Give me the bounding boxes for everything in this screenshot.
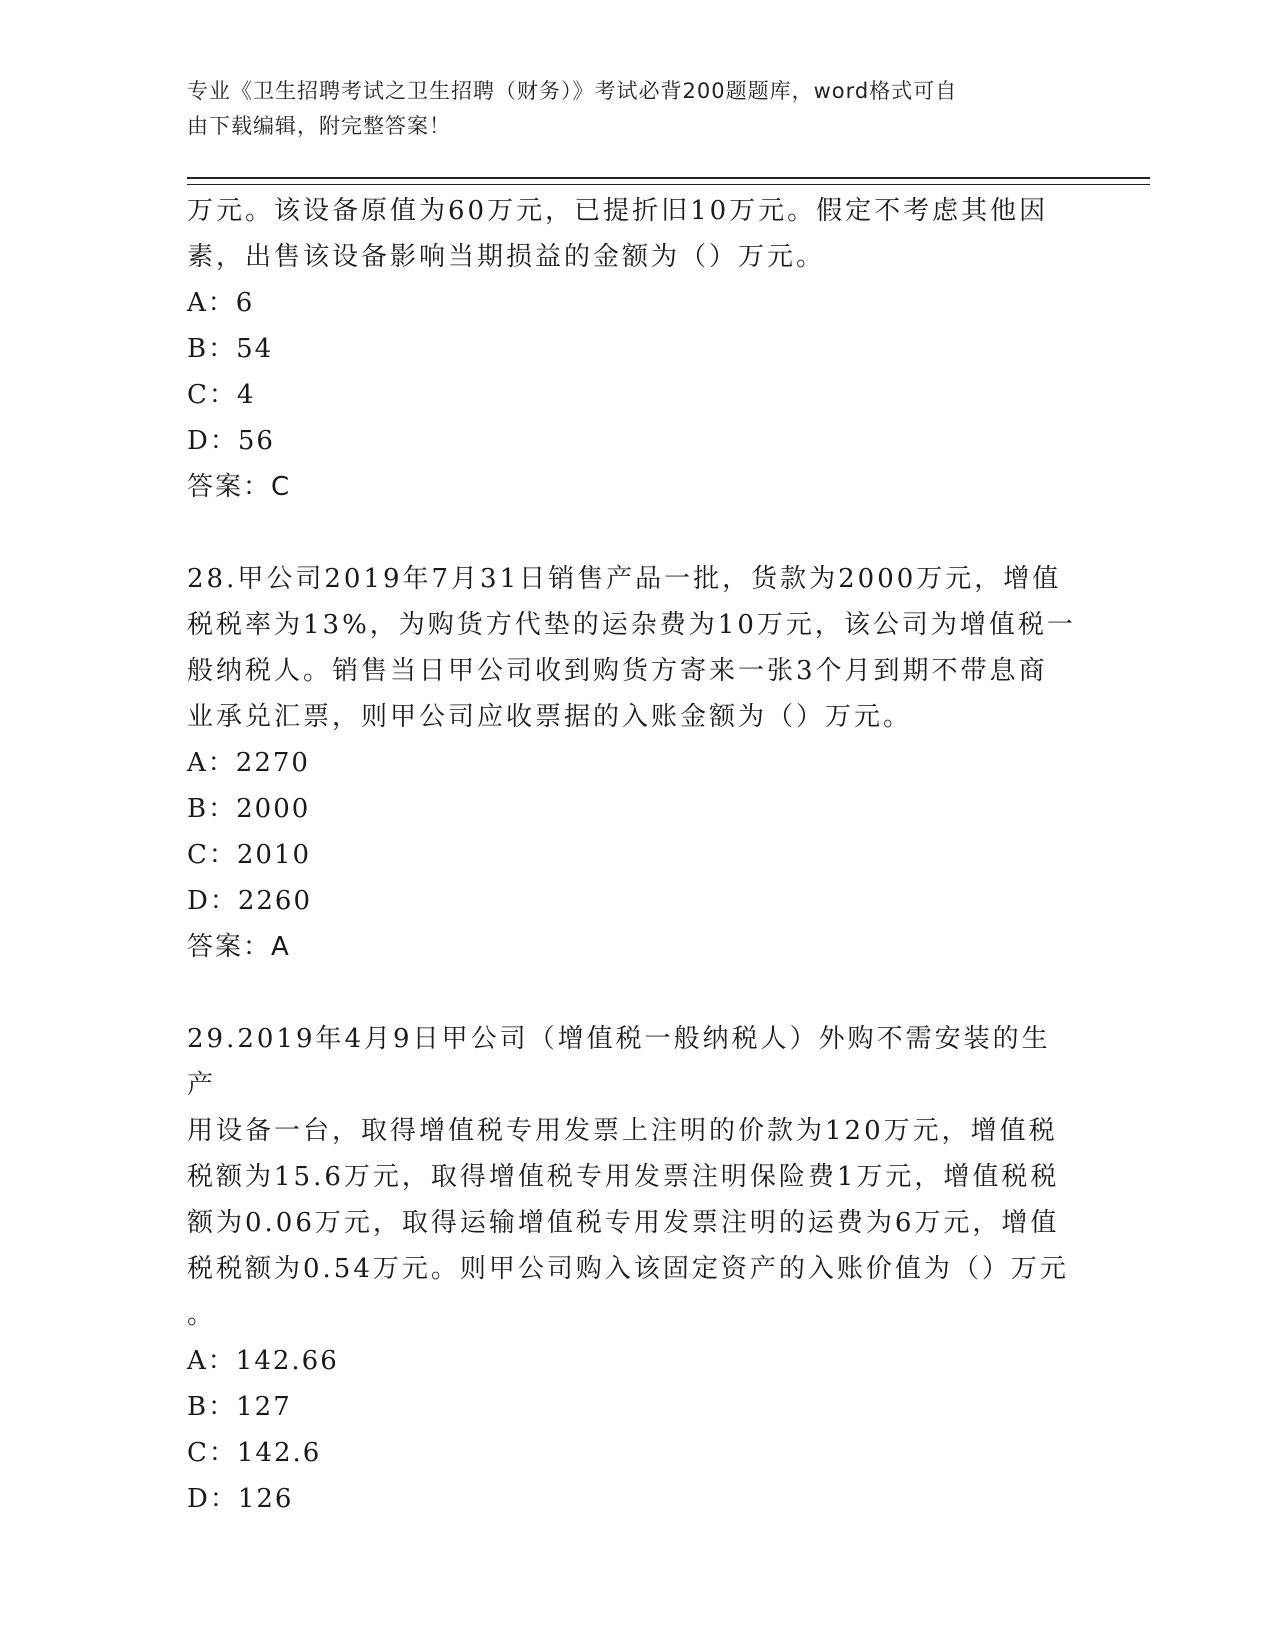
question-stem-line: 用设备一台，取得增值税专用发票上注明的价款为120万元，增值税: [187, 1116, 1058, 1146]
question-stem-line: 税税率为13%，为购货方代垫的运杂费为10万元，该公司为增值税一: [187, 610, 1076, 640]
question-stem-line: 般纳税人。销售当日甲公司收到购货方寄来一张3个月到期不带息商: [187, 656, 1048, 686]
spacer: [187, 970, 1077, 1016]
answer-line: 答案：C: [187, 472, 292, 502]
spacer: [187, 510, 1077, 556]
header-divider-thick: [187, 177, 1150, 179]
question-stem-line: 万元。该设备原值为60万元，已提折旧10万元。假定不考虑其他因: [187, 196, 1049, 226]
header-divider-thin: [187, 184, 1150, 185]
question-stem-line: 业承兑汇票，则甲公司应收票据的入账金额为（）万元。: [187, 702, 913, 732]
option-c: C：4: [187, 380, 256, 410]
question-28: [187, 556, 1077, 970]
question-stem-line: 。: [187, 1300, 217, 1330]
question-stem-line: 额为0.06万元，取得运输增值税专用发票注明的运费为6万元，增值: [187, 1208, 1060, 1238]
option-a: A：6: [187, 288, 255, 318]
option-d: D：126: [187, 1484, 294, 1514]
option-c: C：142.6: [187, 1438, 322, 1468]
option-a: A：2270: [187, 748, 310, 778]
option-b: B：2000: [187, 794, 311, 824]
option-b: B：54: [187, 334, 274, 364]
question-stem-line: 税税额为0.54万元。则甲公司购入该固定资产的入账价值为（）万元: [187, 1254, 1069, 1284]
option-b: B：127: [187, 1392, 292, 1422]
document-header: [187, 74, 1067, 144]
question-29: [187, 1016, 1077, 1522]
header-line-1: 专业《卫生招聘考试之卫生招聘（财务）》考试必背200题题库，word格式可自: [187, 79, 958, 103]
question-stem-line: 28.甲公司2019年7月31日销售产品一批，货款为2000万元，增值: [187, 564, 1062, 594]
option-d: D：2260: [187, 886, 313, 916]
header-line-2: 由下载编辑，附完整答案！: [187, 114, 451, 138]
option-d: D：56: [187, 426, 275, 456]
question-stem-line: 29.2019年4月9日甲公司（增值税一般纳税人）外购不需安装的生产: [187, 1024, 1051, 1100]
document-body: [187, 188, 1077, 1522]
option-c: C：2010: [187, 840, 312, 870]
question-stem-line: 素，出售该设备影响当期损益的金额为（）万元。: [187, 242, 826, 272]
question-stem-line: 税额为15.6万元，取得增值税专用发票注明保险费1万元，增值税税: [187, 1162, 1060, 1192]
answer-line: 答案：A: [187, 932, 291, 962]
question-27: [187, 188, 1077, 510]
option-a: A：142.66: [187, 1346, 339, 1376]
